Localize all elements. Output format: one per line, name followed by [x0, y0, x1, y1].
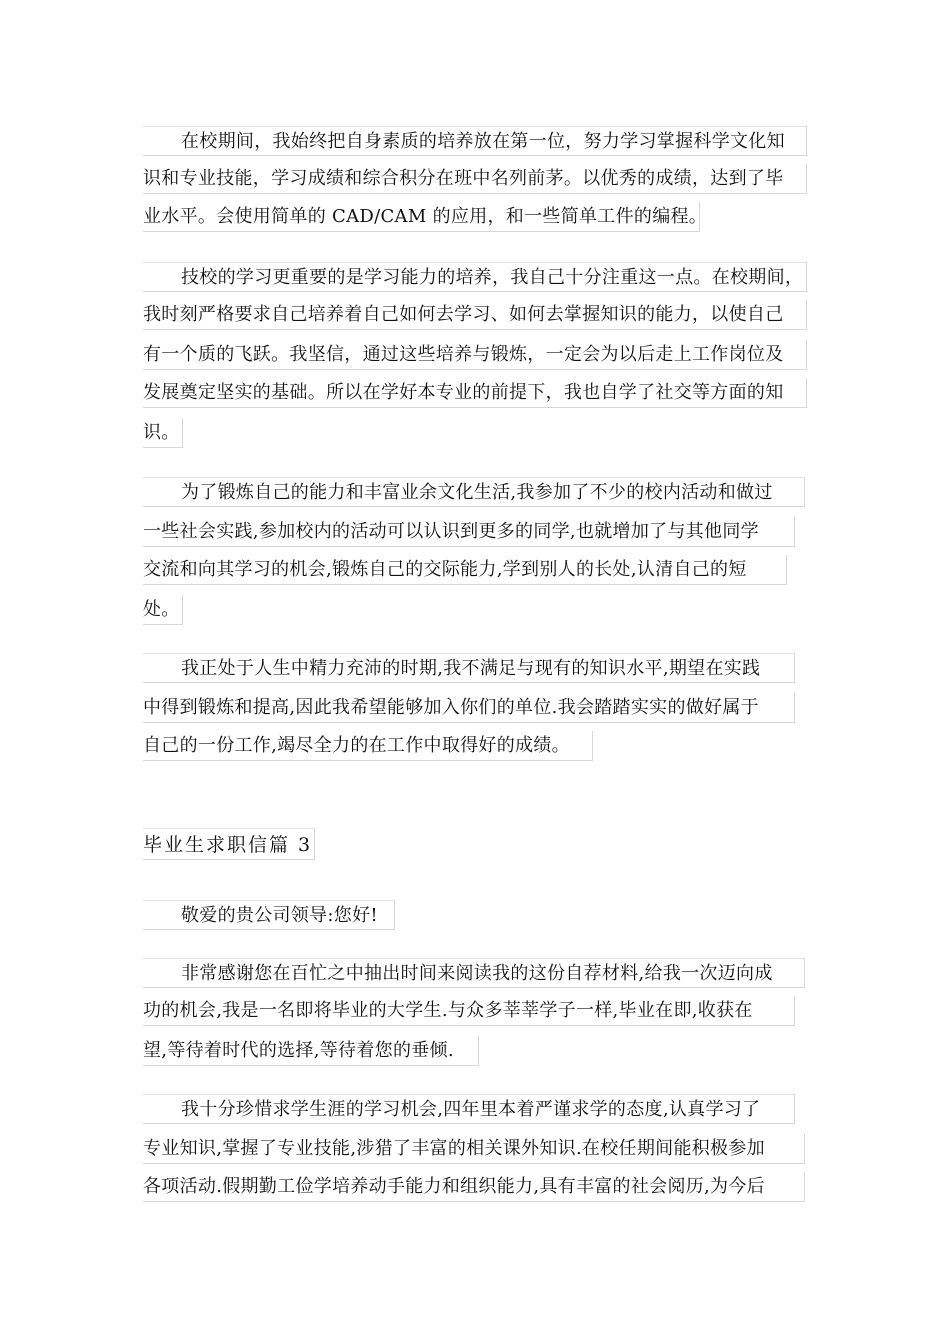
- paragraph-line: 为了锻炼自己的能力和丰富业余文化生活,我参加了不少的校内活动和做过: [143, 477, 805, 507]
- paragraph-line: 我正处于人生中精力充沛的时期,我不满足与现有的知识水平,期望在实践: [143, 653, 795, 683]
- paragraph-line: 非常感谢您在百忙之中抽出时间来阅读我的这份自荐材料,给我一次迈向成: [143, 958, 805, 988]
- paragraph-line: 识和专业技能，学习成绩和综合积分在班中名列前茅。以优秀的成绩，达到了毕: [143, 164, 807, 194]
- paragraph-line: 技校的学习更重要的是学习能力的培养，我自己十分注重这一点。在校期间，: [143, 262, 807, 292]
- paragraph-line: 发展奠定坚实的基础。所以在学好本专业的前提下，我也自学了社交等方面的知: [143, 378, 807, 408]
- paragraph-line: 望,等待着时代的选择,等待着您的垂倾.: [143, 1036, 479, 1066]
- paragraph-line: 功的机会,我是一名即将毕业的大学生.与众多莘莘学子一样,毕业在即,收获在: [143, 996, 795, 1026]
- paragraph-line: 一些社会实践,参加校内的活动可以认识到更多的同学,也就增加了与其他同学: [143, 517, 795, 547]
- paragraph-line: 在校期间，我始终把自身素质的培养放在第一位，努力学习掌握科学文化知: [143, 126, 807, 156]
- paragraph-line: 我时刻严格要求自己培养着自己如何去学习、如何去掌握知识的能力，以使自己: [143, 300, 807, 330]
- paragraph-line: 中得到锻炼和提高,因此我希望能够加入你们的单位.我会踏踏实实的做好属于: [143, 693, 795, 723]
- paragraph-line: 各项活动.假期勤工俭学培养动手能力和组织能力,具有丰富的社会阅历,为今后: [143, 1172, 805, 1202]
- paragraph-line: 自己的一份工作,竭尽全力的在工作中取得好的成绩。: [143, 731, 593, 761]
- paragraph-line: 专业知识,掌握了专业技能,涉猎了丰富的相关课外知识.在校任期间能积极参加: [143, 1134, 805, 1164]
- paragraph-line: 处。: [143, 595, 183, 625]
- paragraph-line: 我十分珍惜求学生涯的学习机会,四年里本着严谨求学的态度,认真学习了: [143, 1094, 795, 1124]
- paragraph-line: 业水平。会使用简单的 CAD/CAM 的应用，和一些简单工件的编程。: [143, 202, 700, 232]
- paragraph-line: 交流和向其学习的机会,锻炼自己的交际能力,学到别人的长处,认清自己的短: [143, 555, 787, 585]
- paragraph-line: 有一个质的飞跃。我坚信，通过这些培养与锻炼，一定会为以后走上工作岗位及: [143, 340, 807, 370]
- paragraph-line: 敬爱的贵公司领导:您好!: [143, 900, 395, 930]
- section-heading: 毕业生求职信篇 3: [143, 828, 315, 860]
- paragraph-line: 识。: [143, 418, 183, 448]
